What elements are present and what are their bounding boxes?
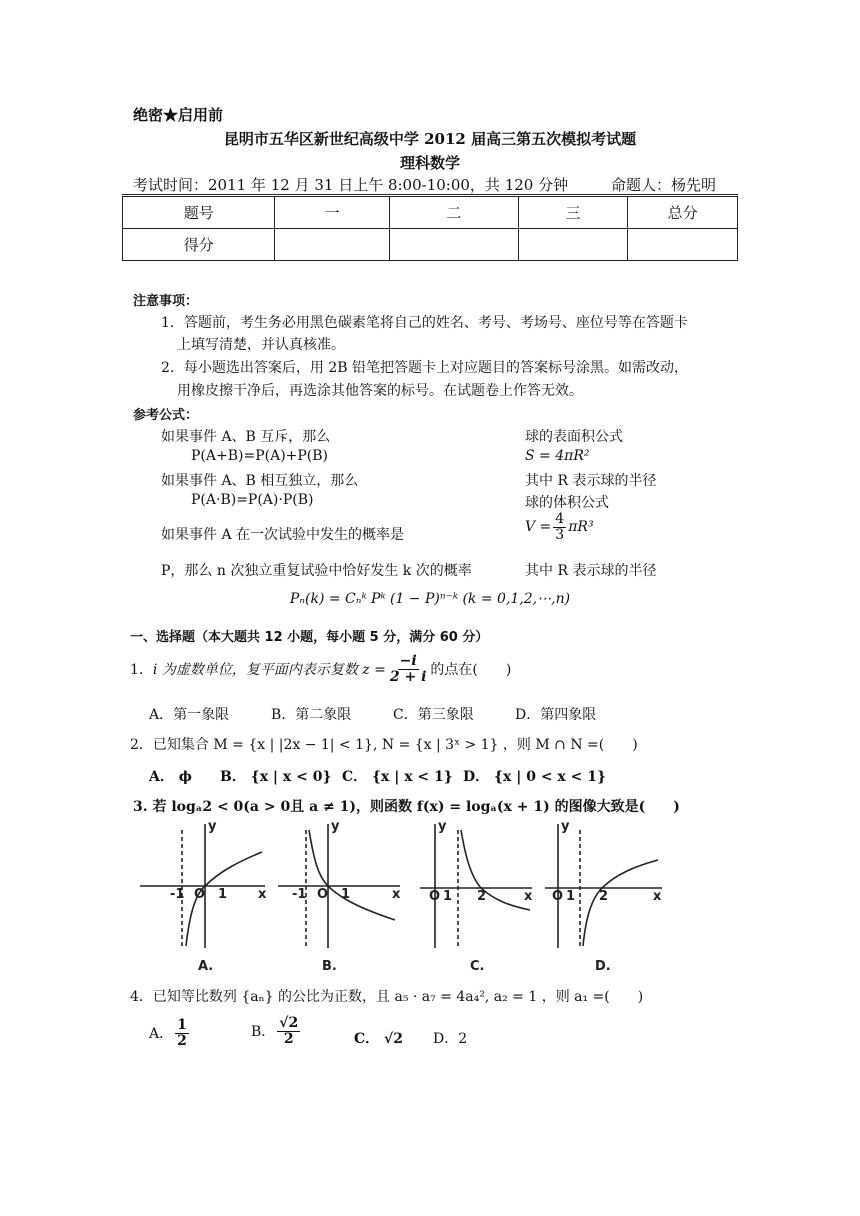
axis-y-label: y (331, 819, 340, 834)
formula-right-6: 其中 R 表示球的半径 (525, 563, 657, 579)
formulas-title: 参考公式： (133, 408, 199, 423)
q4-option-c[interactable]: C． √2 (354, 1031, 403, 1047)
section-title: 一、选择题（本大题共 12 小题，每小题 5 分，满分 60 分） (130, 630, 489, 645)
table-cell: 得分 (123, 229, 275, 261)
q1-text-b: 的点在( ) (430, 662, 512, 679)
q4-b-den: 2 (283, 1030, 294, 1047)
q1-option-c[interactable]: C．第三象限 (393, 707, 474, 723)
graph-label-b[interactable]: B. (322, 959, 337, 974)
q2-option-c[interactable]: C． {x | x < 1} (342, 769, 453, 785)
axis-x-label: x (392, 887, 401, 902)
q1-option-a[interactable]: A．第一象限 (149, 707, 230, 723)
axis-y-label: y (208, 819, 217, 834)
header-rule (122, 194, 738, 195)
formula-right-4: 球的体积公式 (525, 495, 609, 511)
table-cell: 二 (390, 197, 519, 229)
score-cell[interactable] (390, 229, 519, 261)
formula-left-4: P(A·B)=P(A)·P(B) (191, 492, 314, 508)
axis-y-label: y (561, 819, 570, 834)
question-1 (130, 654, 511, 684)
formula-left-5: 如果事件 A 在一次试验中发生的概率是 (161, 527, 405, 543)
volume-prefix: V = (525, 519, 552, 536)
q1-option-d[interactable]: D．第四象限 (515, 707, 597, 723)
table-row (123, 197, 738, 229)
tick-label: 1 (443, 889, 453, 904)
score-cell[interactable] (628, 229, 738, 261)
score-cell[interactable] (275, 229, 390, 261)
graph-d (545, 824, 662, 948)
volume-suffix: πR³ (568, 519, 594, 536)
exam-title: 昆明市五华区新世纪高级中学 2012 届高三第五次模拟考试题 (223, 130, 637, 148)
note-2-line-1: 2．每小题选出答案后，用 2B 铅笔把答题卡上对应题目的答案标号涂黑。如需改动， (161, 360, 689, 376)
graph-label-a[interactable]: A. (198, 959, 214, 974)
binomial-formula: Pₙ(k) = Cₙᵏ Pᵏ (1 − P)ⁿ⁻ᵏ (k = 0,1,2,⋯,n) (289, 591, 571, 607)
table-cell: 总分 (628, 197, 738, 229)
origin-label: O (317, 887, 329, 902)
q4-option-b-fraction (277, 1016, 300, 1046)
q2-option-b[interactable]: B． {x | x < 0} (220, 769, 332, 785)
score-cell[interactable] (518, 229, 628, 261)
formula-left-2: P(A+B)=P(A)+P(B) (191, 448, 329, 464)
q4-option-a-fraction (175, 1018, 189, 1048)
q1-fraction (388, 654, 429, 684)
exam-time: 考试时间：2011 年 12 月 31 日上午 8:00-10:00，共 120 分钟 (133, 176, 569, 194)
table-cell: 三 (518, 197, 628, 229)
subject-title: 理科数学 (399, 154, 460, 172)
q4-option-b[interactable] (251, 1016, 302, 1046)
table-cell: 题号 (123, 197, 275, 229)
graph-b (278, 824, 400, 948)
q1-number: 1． (130, 662, 153, 679)
q2-option-a[interactable]: A． ϕ (149, 769, 192, 785)
axis-x-label: x (524, 889, 533, 904)
exam-author: 命题人：杨先明 (611, 176, 717, 194)
secret-label: 绝密★启用前 (133, 106, 224, 124)
sphere-volume-formula (525, 512, 594, 542)
table-cell: 一 (275, 197, 390, 229)
q4-a-num: 1 (177, 1017, 187, 1033)
volume-num: 4 (555, 511, 565, 527)
volume-den: 3 (555, 526, 565, 543)
q3-graphs (140, 816, 670, 976)
note-2-line-2: 用橡皮擦干净后，再选涂其他答案的标号。在试题卷上作答无效。 (177, 383, 583, 399)
tick-label: 1 (341, 887, 351, 902)
notes-title: 注意事项： (133, 294, 199, 309)
graph-label-c[interactable]: C. (470, 959, 485, 974)
q2-option-d[interactable]: D． {x | 0 < x < 1} (463, 769, 606, 785)
q4-option-a[interactable] (149, 1018, 191, 1048)
q4-b-num: √2 (279, 1015, 299, 1031)
graph-a (140, 824, 265, 948)
axis-y-label: y (438, 819, 447, 834)
graph-label-d[interactable]: D. (595, 959, 611, 974)
formula-right-3: 其中 R 表示球的半径 (525, 473, 657, 489)
question-2: 2．已知集合 M = {x | |2x − 1| < 1}, N = {x | 3ˣ > 1} ，则 M ∩ N =( ) (130, 737, 638, 753)
note-1-line-1: 1．答题前，考生务必用黑色碳素笔将自己的姓名、考号、考场号、座位号等在答题卡 (161, 315, 688, 331)
q4-option-b-label: B． (251, 1024, 276, 1041)
note-1-line-2: 上填写清楚，并认真核准。 (177, 337, 345, 353)
tick-label: 2 (477, 889, 487, 904)
tick-label: -1 (292, 887, 307, 902)
formula-left-3: 如果事件 A、B 相互独立，那么 (161, 473, 359, 489)
tick-label: 1 (218, 887, 228, 902)
q1-text-a: i 为虚数单位，复平面内表示复数 z = (152, 662, 386, 679)
origin-label: O (552, 889, 564, 904)
formula-left-1: 如果事件 A、B 互斥，那么 (161, 429, 331, 445)
tick-label: 1 (566, 889, 576, 904)
score-table (122, 196, 738, 261)
question-3: 3. 若 logₐ2 < 0(a > 0且 a ≠ 1)，则函数 f(x) = logₐ(x + 1) 的图像大致是( ) (133, 799, 680, 815)
q1-num: −i (399, 653, 417, 669)
q1-option-b[interactable]: B．第二象限 (271, 707, 352, 723)
formula-left-6: P，那么 n 次独立重复试验中恰好发生 k 次的概率 (161, 563, 472, 579)
axis-x-label: x (258, 887, 267, 902)
graph-c (420, 824, 532, 948)
volume-fraction (553, 512, 566, 542)
formula-right-1: 球的表面积公式 (525, 429, 623, 445)
q1-den: 2 + i (389, 668, 427, 685)
q4-a-den: 2 (177, 1032, 187, 1049)
axis-x-label: x (653, 889, 662, 904)
sphere-area-formula: S = 4πR² (525, 448, 590, 464)
q4-option-a-label: A． (149, 1026, 174, 1043)
origin-label: O (429, 889, 441, 904)
tick-label: 2 (599, 889, 609, 904)
q4-option-d[interactable]: D．2 (433, 1031, 468, 1047)
table-row (123, 229, 738, 261)
tick-label: -1 (170, 887, 185, 902)
question-4: 4．已知等比数列 {aₙ} 的公比为正数，且 a₅ · a₇ = 4a₄², a₂ = 1 ，则 a₁ =( ) (130, 989, 644, 1005)
origin-label: O (194, 887, 206, 902)
